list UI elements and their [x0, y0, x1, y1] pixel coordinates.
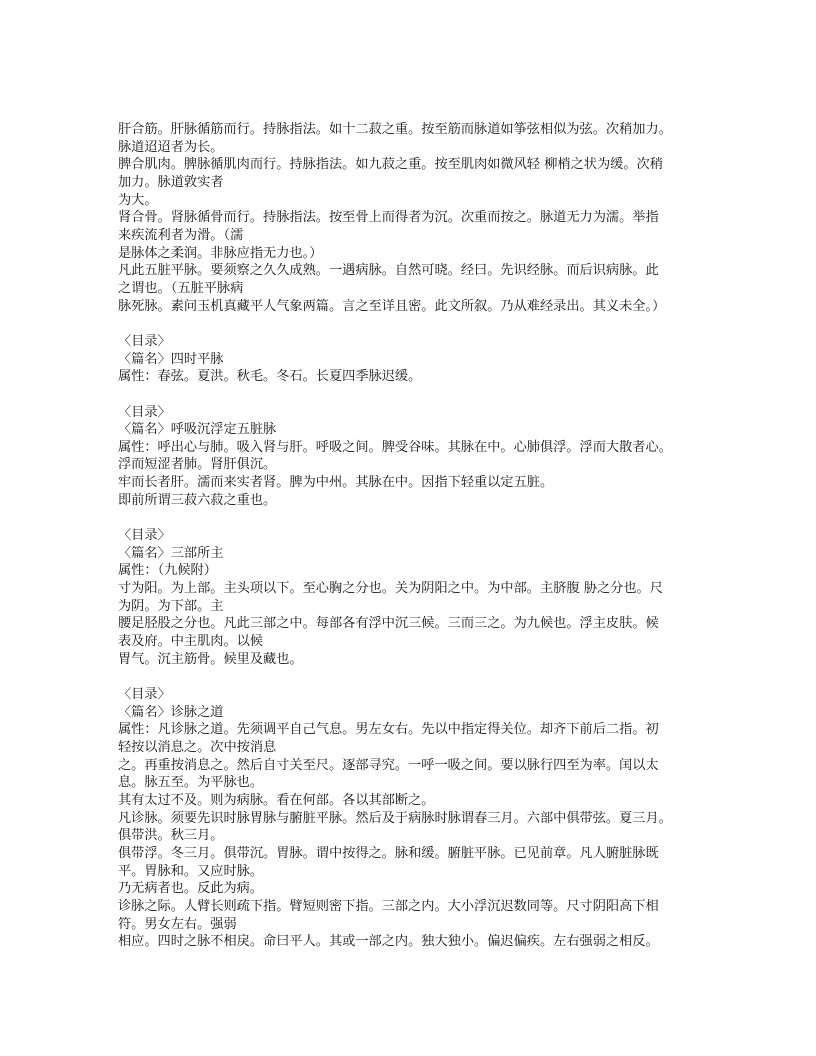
text-line: 牢而长者肝。濡而来实者肾。脾为中州。其脉在中。因指下轻重以定五脏。	[118, 475, 554, 491]
text-line: 表及府。中主肌肉。以候	[118, 634, 264, 650]
text-line: 胃气。沉主筋骨。候里及藏也。	[118, 651, 303, 667]
blank-line	[118, 386, 718, 404]
text-line: 俱带浮。冬三月。俱带沉。胃脉。谓中按得之。脉和缓。腑脏平脉。已见前章。凡人腑脏脉既	[118, 845, 659, 861]
text-line: 为阴。为下部。主	[118, 598, 224, 614]
text-line: 即前所谓三菽六菽之重也。	[118, 492, 277, 508]
text-line: 脾合肌肉。脾脉循肌肉而行。持脉指法。如九菽之重。按至肌肉如微风轻 柳梢之状为缓。次稍	[118, 157, 663, 173]
text-line: 寸为阳。为上部。主头项以下。至心胸之分也。关为阴阳之中。为中部。主脐腹 胁之分也。尺	[118, 581, 663, 597]
text-line: 浮而短涩者肺。肾肝俱沉。	[118, 457, 277, 473]
text-line: 来疾流利者为滑。（濡	[118, 227, 244, 243]
attribute-line: 属性：春弦。夏洪。秋毛。冬石。长夏四季脉迟缓。	[118, 369, 422, 385]
text-line: 相应。四时之脉不相戾。命曰平人。其或一部之内。独大独小。偏迟偏疾。左右强弱之相反。	[118, 934, 659, 950]
text-line: 乃无病者也。反此为病。	[118, 881, 264, 897]
section-title: 〈篇名〉四时平脉	[118, 351, 224, 367]
text-line: 轻按以消息之。次中按消息	[118, 739, 277, 755]
attribute-line: 属性：呼出心与肺。吸入肾与肝。呼吸之间。脾受谷味。其脉在中。心肺俱浮。浮而大散者心。	[118, 439, 672, 455]
text-line: 加力。脉道敦实者	[118, 174, 224, 190]
text-line: 俱带洪。秋三月。	[118, 828, 224, 844]
text-line: 凡此五脏平脉。要须察之久久成熟。一遇病脉。自然可晓。经曰。先识经脉。而后识病脉。此	[118, 263, 659, 279]
text-line: 腰足胫股之分也。凡此三部之中。每部各有浮中沉三候。三而三之。为九候也。浮主皮肤。候	[118, 616, 659, 632]
text-line: 肾合骨。肾脉循骨而行。持脉指法。按至骨上而得者为沉。次重而按之。脉道无力为濡。举指	[118, 210, 659, 226]
text-line: 息。脉五至。为平脉也。	[118, 775, 264, 791]
blank-line	[118, 509, 718, 527]
section-title: 〈篇名〉呼吸沉浮定五脏脉	[118, 422, 277, 438]
toc-marker: 〈目录〉	[118, 333, 171, 349]
text-line: 其有太过不及。则为病脉。看在何部。各以其部断之。	[118, 792, 435, 808]
toc-marker: 〈目录〉	[118, 687, 171, 702]
toc-marker: 〈目录〉	[118, 528, 171, 544]
text-line: 之谓也。（五脏平脉病	[118, 280, 244, 296]
blank-line	[118, 315, 718, 333]
attribute-line: 属性：（九候附）	[118, 563, 217, 579]
document-page	[118, 121, 718, 951]
section-title: 〈篇名〉诊脉之道	[118, 704, 224, 720]
text-line: 脉死脉。素问玉机真藏平人气象两篇。言之至详且密。此文所叙。乃从难经录出。其义未全。）	[118, 298, 666, 314]
text-line: 诊脉之际。人臂长则疏下指。臂短则密下指。三部之内。大小浮沉迟数同等。尺寸阴阳高下相	[118, 898, 659, 914]
toc-marker: 〈目录〉	[118, 404, 171, 420]
text-line: 平。胃脉和。又应时脉。	[118, 863, 264, 879]
text-line: 符。男女左右。强弱	[118, 916, 237, 932]
blank-line	[118, 668, 718, 686]
text-line: 是脉体之柔润。非脉应指无力也。）	[118, 245, 323, 261]
text-line: 肝合筋。肝脉循筋而行。持脉指法。如十二菽之重。按至筋而脉道如筝弦相似为弦。次稍加力。	[118, 122, 672, 137]
text-line: 为大。	[118, 192, 158, 208]
text-line: 凡诊脉。须要先识时脉胃脉与腑脏平脉。然后及于病脉时脉谓春三月。六部中俱带弦。夏三月。	[118, 810, 672, 826]
section-title: 〈篇名〉三部所主	[118, 545, 224, 561]
text-line: 脉道迢迢者为长。	[118, 139, 224, 155]
text-line: 之。再重按消息之。然后自寸关至尺。逐部寻究。一呼一吸之间。要以脉行四至为率。闰以太	[118, 757, 659, 773]
attribute-line: 属性：凡诊脉之道。先须调平自己气息。男左女右。先以中指定得关位。却齐下前后二指。初	[118, 722, 659, 738]
